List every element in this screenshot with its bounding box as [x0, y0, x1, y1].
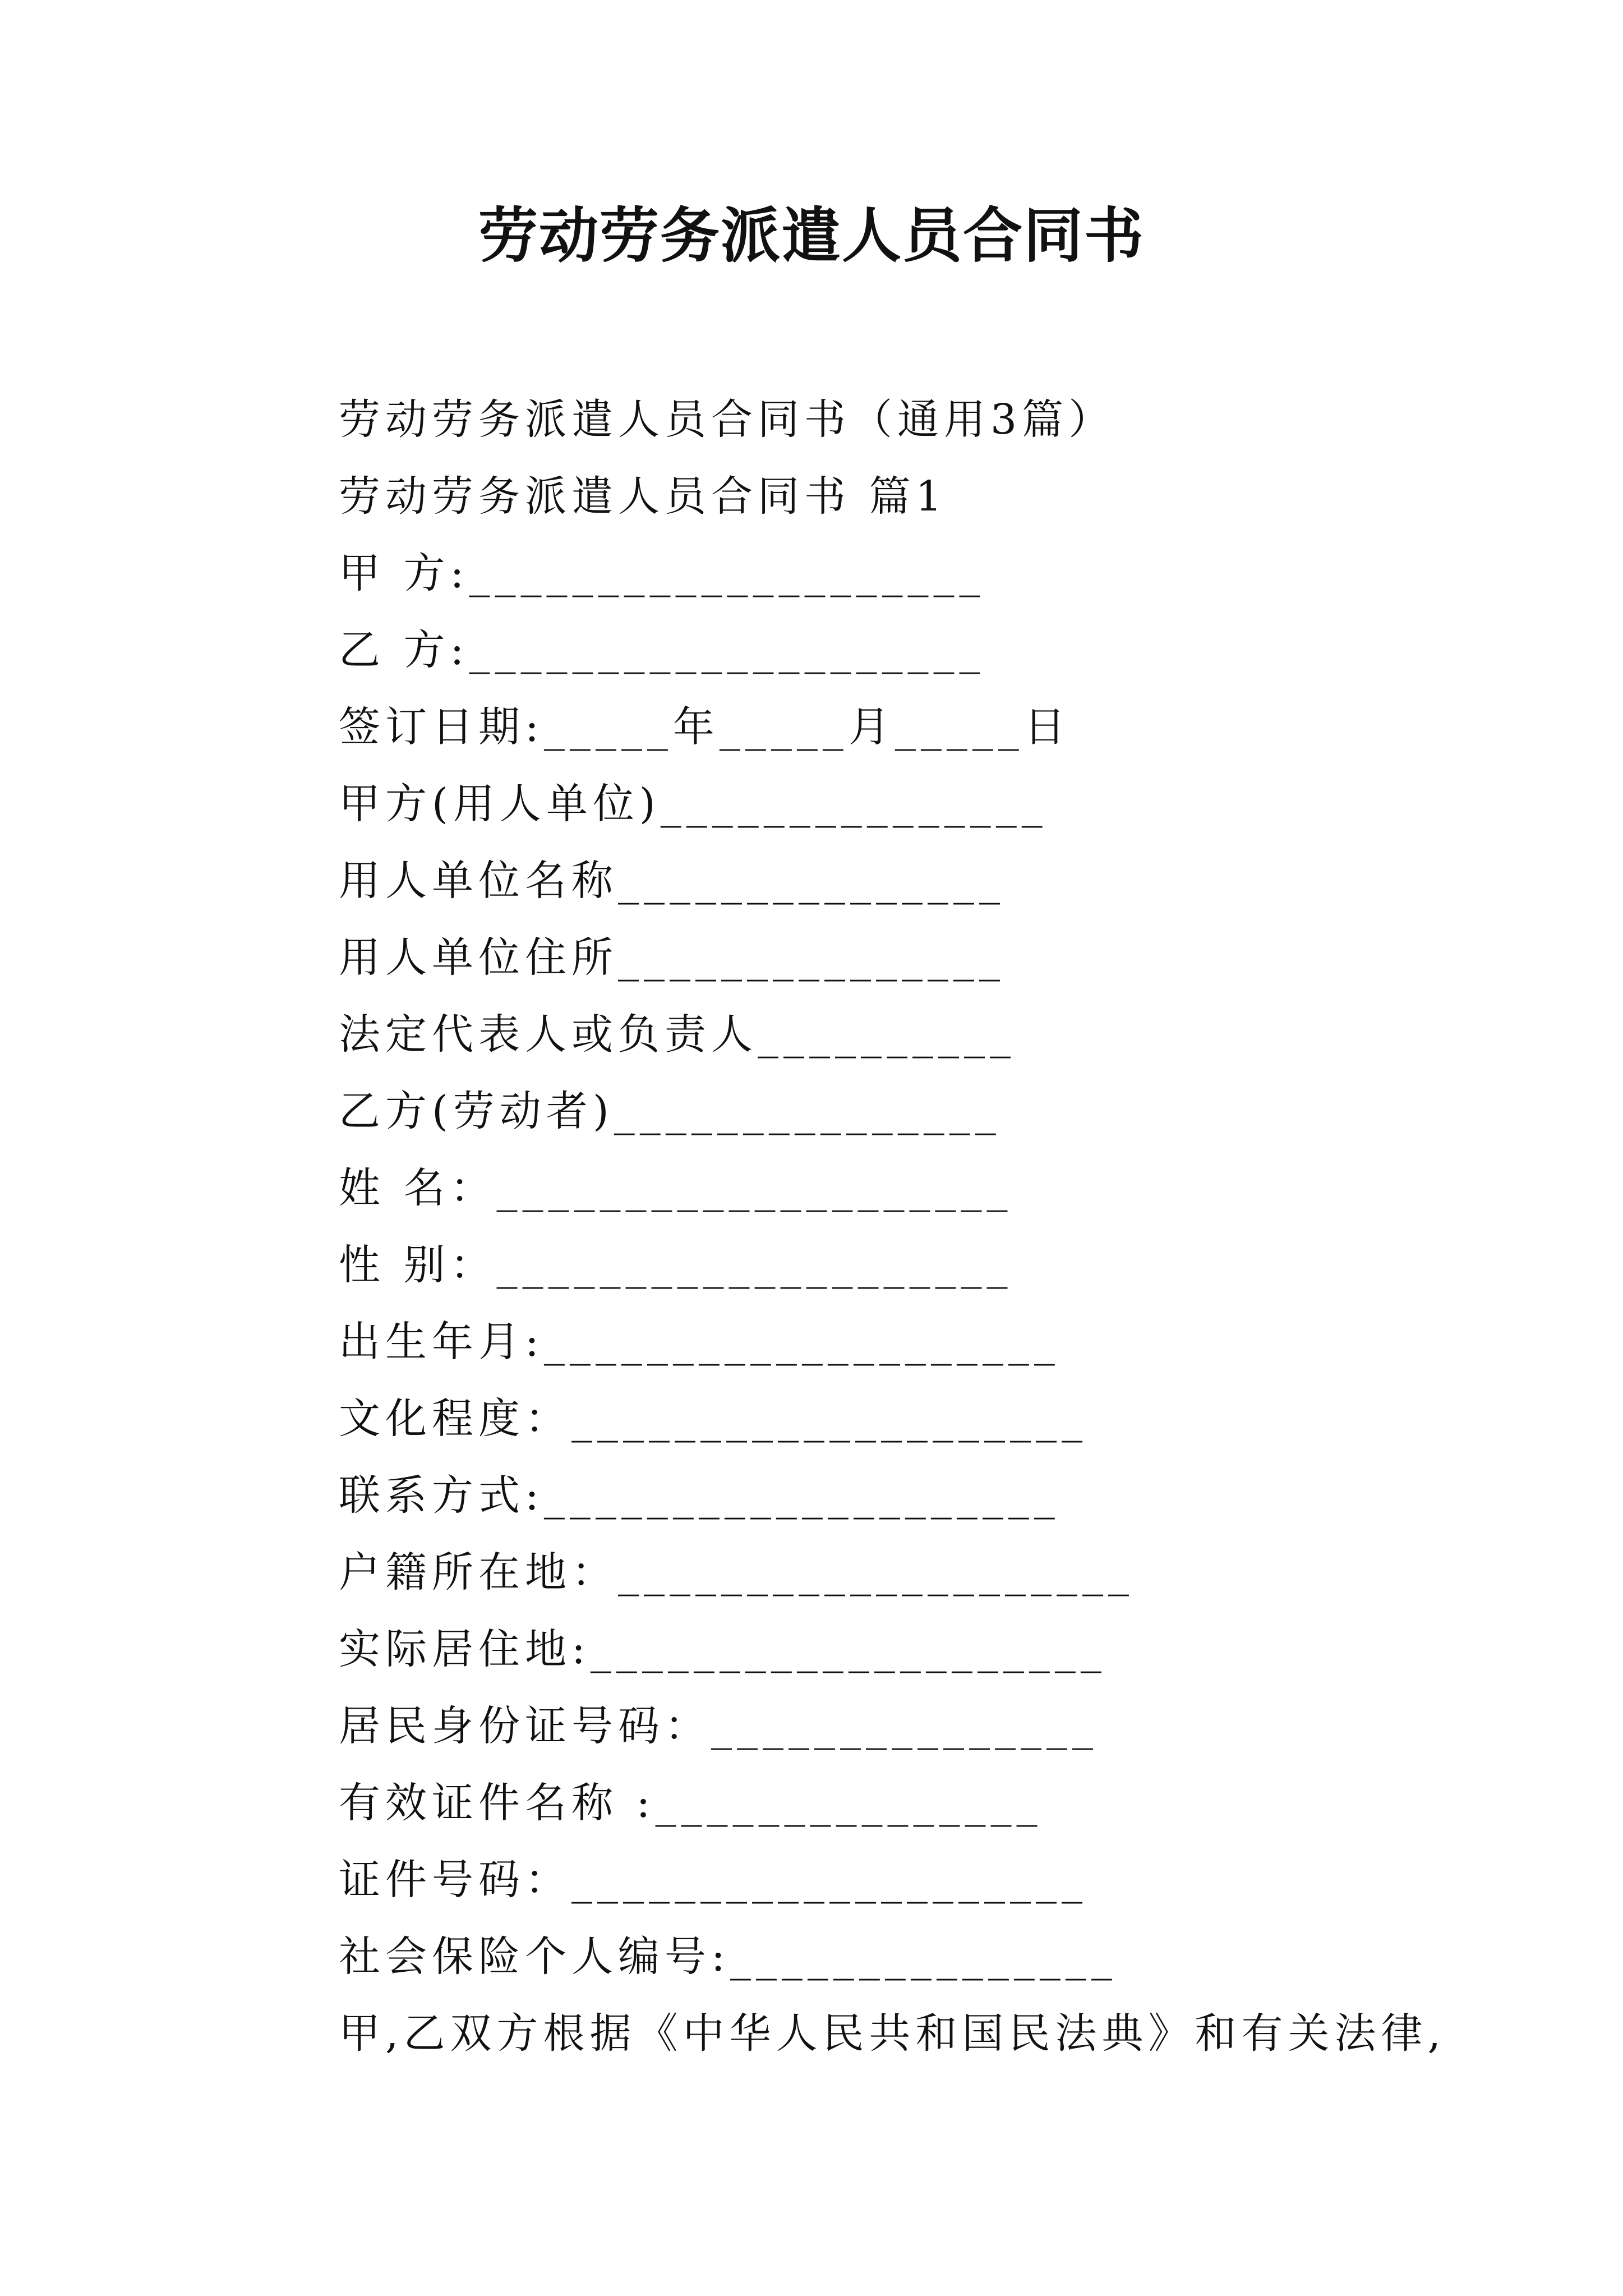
field-gender: 性 别：____________________: [339, 1241, 1013, 1289]
document-body: [339, 381, 1460, 2072]
field-employer-address: 用人单位住所_______________: [339, 933, 1005, 982]
field-birth-date: 出生年月:____________________: [339, 1318, 1060, 1366]
text-line-section-heading: 劳动劳务派遣人员合同书 篇1: [339, 472, 947, 521]
document-title: 劳动劳务派遣人员合同书: [478, 200, 1145, 270]
field-employer: 甲方(用人单位)_______________: [339, 780, 1048, 828]
field-signing-date: 签订日期:_____年_____月_____日: [339, 703, 1071, 751]
field-valid-certificate-name: 有效证件名称 :_______________: [339, 1779, 1043, 1827]
field-certificate-number: 证件号码：____________________: [339, 1856, 1087, 1904]
field-social-insurance-number: 社会保险个人编号:_______________: [339, 1932, 1117, 1981]
field-name: 姓 名：____________________: [339, 1164, 1013, 1212]
field-worker: 乙方(劳动者)_______________: [339, 1087, 1001, 1135]
field-employer-name: 用人单位名称_______________: [339, 857, 1005, 905]
field-household-registration: 户籍所在地：____________________: [339, 1548, 1134, 1596]
text-line-clause-intro: 甲,乙双方根据《中华人民共和国民法典》和有关法律,: [339, 2009, 1446, 2058]
field-legal-representative: 法定代表人或负责人__________: [339, 1010, 1016, 1059]
field-education: 文化程度：____________________: [339, 1395, 1087, 1443]
field-id-number: 居民身份证号码：_______________: [339, 1702, 1098, 1750]
field-party-a: 甲 方:____________________: [339, 549, 985, 597]
field-contact: 联系方式:____________________: [339, 1471, 1060, 1520]
field-actual-residence: 实际居住地:____________________: [339, 1625, 1106, 1673]
field-party-b: 乙 方:____________________: [339, 626, 985, 674]
text-line-collection-title: 劳动劳务派遣人员合同书（通用3篇）: [339, 395, 1115, 444]
